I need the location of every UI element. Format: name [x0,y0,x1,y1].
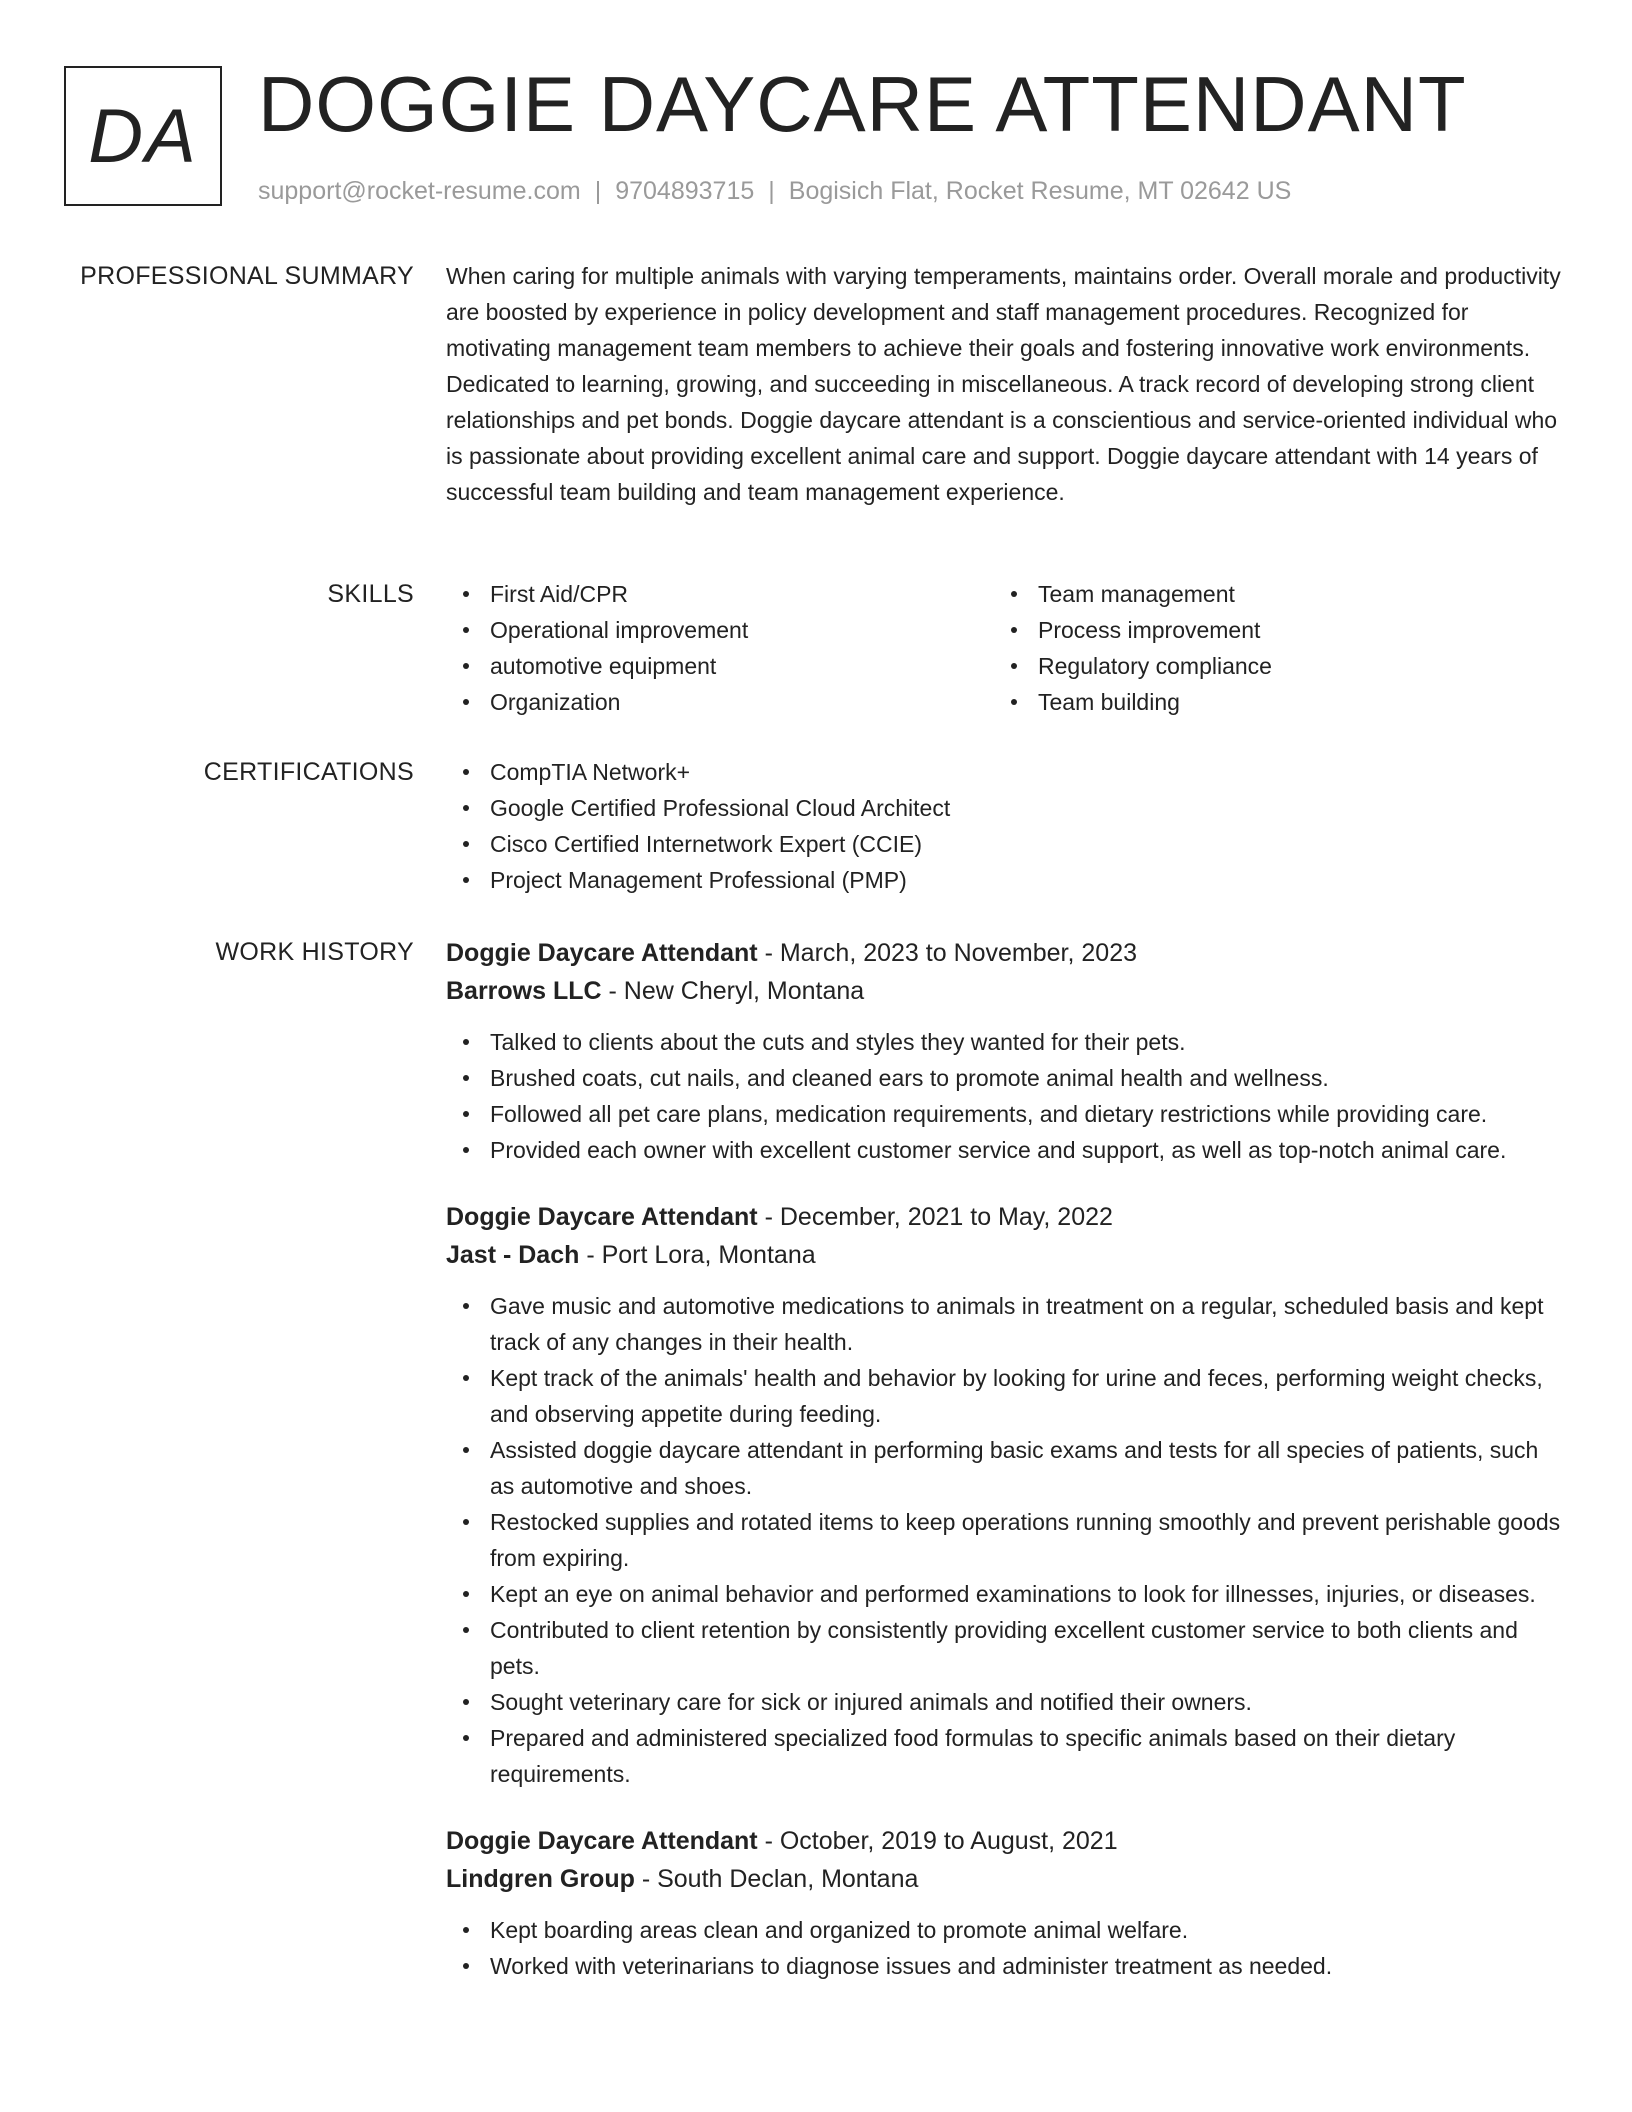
skills-column-right [994,576,1542,720]
job-title-line [446,1822,1566,1860]
section-heading-work-history: WORK HISTORY [215,938,414,966]
job-company: Lindgren Group [446,1865,635,1893]
skill-item: Regulatory compliance [1038,648,1542,684]
skill-item: Operational improvement [490,612,994,648]
certification-item: Cisco Certified Internetwork Expert (CCIE) [490,826,1566,862]
job-company: Jast - Dach [446,1241,580,1269]
job-location: - Port Lora, Montana [579,1241,816,1269]
contact-separator: | [594,177,602,205]
job-duty: Kept boarding areas clean and organized to promote animal welfare. [490,1912,1566,1948]
contact-separator: | [768,177,775,205]
job-duty: Worked with veterinarians to diagnose issues and administer treatment as needed. [490,1948,1566,1984]
skill-item: automotive equipment [490,648,994,684]
contact-email[interactable]: support@rocket-resume.com [258,177,581,205]
job-dates: - March, 2023 to November, 2023 [757,939,1138,967]
job-duty: Talked to clients about the cuts and styles they wanted for their pets. [490,1024,1566,1060]
summary-body [446,258,1566,510]
job-company-line [446,1860,1566,1898]
summary-text: When caring for multiple animals with varying temperaments, maintains order. Overall morale and productivity are boosted by experience in policy development and staff management procedures. Recognized for motivating management team members to achieve their goals and fostering innovative work environments. Dedicated to learning, growing, and succeeding in miscellaneous. A track record of developing strong client relationships and pet bonds. Doggie daycare attendant is a conscientious and service-oriented individual who is passionate about providing excellent animal care and support. Doggie daycare attendant with 14 years of successful team building and team management experience. [446,263,1561,505]
skills-column-left [446,576,994,720]
certification-item: CompTIA Network+ [490,754,1566,790]
section-heading-skills: SKILLS [327,580,414,608]
monogram-logo [64,66,222,206]
section-heading-summary: PROFESSIONAL SUMMARY [80,262,414,290]
job-duty: Sought veterinary care for sick or injured animals and notified their owners. [490,1684,1566,1720]
job-duty: Assisted doggie daycare attendant in performing basic exams and tests for all species of patients, such as automotive and shoes. [490,1432,1566,1504]
job-entry [446,1198,1566,1792]
certifications-list [446,754,1566,898]
job-location: - New Cheryl, Montana [601,977,865,1005]
skill-item: First Aid/CPR [490,576,994,612]
certification-item: Project Management Professional (PMP) [490,862,1566,898]
job-title-line [446,1198,1566,1236]
job-spacer [446,1792,1566,1822]
job-duty: Prepared and administered specialized food formulas to specific animals based on their dietary requirements. [490,1720,1566,1792]
job-dates: - October, 2019 to August, 2021 [757,1827,1118,1855]
job-duties-list [446,1024,1566,1168]
job-spacer [446,1168,1566,1198]
resume-title: DOGGIE DAYCARE ATTENDANT [258,60,1467,148]
skills-list-left [446,576,994,720]
job-entry [446,1822,1566,1984]
work-history-body [446,934,1566,1984]
skill-item: Team management [1038,576,1542,612]
job-duties-list [446,1912,1566,1984]
job-duty: Provided each owner with excellent customer service and support, as well as top-notch animal care. [490,1132,1566,1168]
job-title: Doggie Daycare Attendant [446,1827,758,1855]
skills-grid [446,576,1566,720]
job-duty: Contributed to client retention by consistently providing excellent customer service to both clients and pets. [490,1612,1566,1684]
contact-line [258,174,1291,208]
job-title-line [446,934,1566,972]
job-title: Doggie Daycare Attendant [446,939,758,967]
job-duty: Restocked supplies and rotated items to keep operations running smoothly and prevent perishable goods from expiring. [490,1504,1566,1576]
skill-item: Process improvement [1038,612,1542,648]
job-duty: Brushed coats, cut nails, and cleaned ears to promote animal health and wellness. [490,1060,1566,1096]
contact-phone[interactable]: 9704893715 [615,177,755,205]
job-duty: Followed all pet care plans, medication requirements, and dietary restrictions while providing care. [490,1096,1566,1132]
job-entry [446,934,1566,1168]
job-dates: - December, 2021 to May, 2022 [757,1203,1113,1231]
contact-address: Bogisich Flat, Rocket Resume, MT 02642 US [788,177,1292,205]
job-duty: Gave music and automotive medications to animals in treatment on a regular, scheduled basis and kept track of any changes in their health. [490,1288,1566,1360]
certifications-body [446,754,1566,898]
job-duty: Kept track of the animals' health and behavior by looking for urine and feces, performing weight checks, and observing appetite during feeding. [490,1360,1566,1432]
certification-item: Google Certified Professional Cloud Architect [490,790,1566,826]
skills-list-right [994,576,1542,720]
monogram-text: DA [88,93,198,179]
job-duty: Kept an eye on animal behavior and performed examinations to look for illnesses, injuries, or diseases. [490,1576,1566,1612]
skill-item: Team building [1038,684,1542,720]
job-duties-list [446,1288,1566,1792]
skills-body [446,576,1566,720]
job-company-line [446,1236,1566,1274]
job-company-line [446,972,1566,1010]
section-heading-certifications: CERTIFICATIONS [203,758,414,786]
skill-item: Organization [490,684,994,720]
job-company: Barrows LLC [446,977,602,1005]
job-location: - South Declan, Montana [634,1865,919,1893]
job-title: Doggie Daycare Attendant [446,1203,758,1231]
